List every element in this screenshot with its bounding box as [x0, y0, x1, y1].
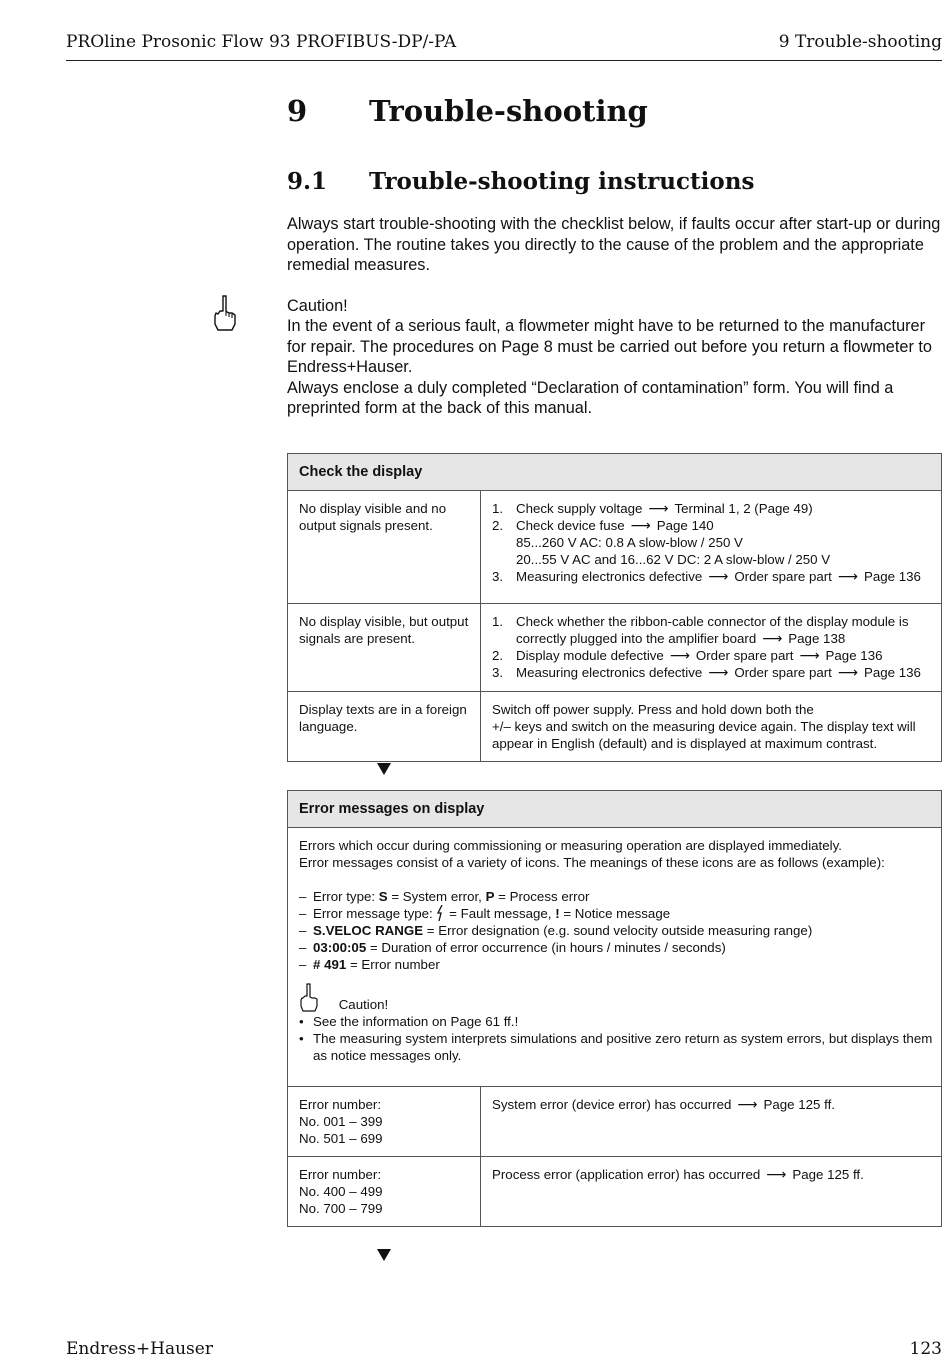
- list-item: 1. Check whether the ribbon-cable connector of the display module is correctly plugged into the amplifier board ⟶ Page 138: [492, 614, 909, 646]
- caution-text-2: Always enclose a duly completed “Declaration of contamination” form. You will find a preprinted form at the back of this manual.: [287, 378, 894, 418]
- error-description-cell: Process error (application error) has occurred ⟶ Page 125 ff.: [481, 1157, 942, 1227]
- list-item: – # 491 = Error number: [299, 957, 440, 972]
- section-title: Trouble-shooting instructions: [369, 168, 755, 195]
- caution-notice: [287, 296, 947, 418]
- arrow-right-icon: ⟶: [766, 1166, 787, 1182]
- symptom-cell: No display visible and no output signals present.: [288, 491, 481, 604]
- caution-title: Caution!: [338, 997, 389, 1012]
- table-row: [288, 828, 942, 1087]
- symptom-cell: Display texts are in a foreign language.: [288, 692, 481, 762]
- section-heading: [287, 168, 754, 195]
- arrow-right-icon: ⟶: [799, 647, 820, 663]
- list-item: 3. Measuring electronics defective ⟶ Order spare part ⟶ Page 136: [492, 664, 921, 680]
- arrow-right-icon: ⟶: [837, 568, 858, 584]
- list-item: – S.VELOC RANGE = Error designation (e.g. sound velocity outside measuring range): [299, 923, 813, 938]
- error-messages-table: [287, 790, 942, 1227]
- list-item: – Error message type: = Fault message, ! = Notice message: [299, 906, 671, 921]
- arrow-right-icon: ⟶: [669, 647, 690, 663]
- table-row: [288, 604, 942, 692]
- pointing-hand-icon: [299, 983, 321, 1013]
- chapter-title: Trouble-shooting: [369, 94, 648, 128]
- list-item: 2. Check device fuse ⟶ Page 140: [492, 517, 714, 533]
- chapter-heading: [287, 94, 648, 128]
- table-row: [288, 692, 942, 762]
- remedy-cell: Switch off power supply. Press and hold down both the +/– keys and switch on the measuring device again. The display text will appear in English (default) and is displayed at maximum contrast.: [481, 692, 942, 762]
- caution-title: Caution!: [287, 297, 348, 315]
- down-arrow-icon: [377, 763, 391, 775]
- table-title: Check the display: [288, 454, 942, 491]
- arrow-right-icon: ⟶: [708, 664, 729, 680]
- arrow-right-icon: ⟶: [737, 1096, 758, 1112]
- caution-line: [299, 983, 933, 1013]
- arrow-right-icon: ⟶: [630, 517, 651, 533]
- error-intro-1: Errors which occur during commissioning or measuring operation are displayed immediately.: [299, 838, 842, 853]
- error-range-cell: Error number: No. 400 – 499 No. 700 – 799: [288, 1157, 481, 1227]
- remedy-list: [492, 613, 941, 681]
- intro-paragraph: Always start trouble-shooting with the checklist below, if faults occur after start-up or during operation. The routine takes you directly to the cause of the problem and the appropriate remedial measures.: [287, 215, 941, 274]
- check-display-table: [287, 453, 942, 762]
- arrow-right-icon: ⟶: [708, 568, 729, 584]
- chapter-number: 9: [287, 94, 308, 128]
- pointing-hand-icon: [212, 294, 240, 332]
- list-item: 2. Display module defective ⟶ Order spare part ⟶ Page 136: [492, 647, 883, 663]
- list-item: 20...55 V AC and 16...62 V DC: 2 A slow-blow / 250 V: [516, 552, 831, 567]
- section-number: 9.1: [287, 168, 328, 195]
- remedy-list: [492, 500, 941, 585]
- caution-text-1: In the event of a serious fault, a flowmeter might have to be returned to the manufacturer for repair. The procedures on Page 8 must be carried out before you return a flowmeter to Endress+Hauser.: [287, 317, 932, 377]
- page-number: 123: [909, 1339, 942, 1359]
- page-header: [66, 30, 942, 61]
- list-item: – 03:00:05 = Duration of error occurrence (in hours / minutes / seconds): [299, 940, 726, 955]
- list-item: 85...260 V AC: 0.8 A slow-blow / 250 V: [516, 535, 743, 550]
- list-item: • The measuring system interprets simulations and positive zero return as system errors, but displays them as notice messages only.: [299, 1031, 933, 1063]
- table-row: [288, 491, 942, 604]
- list-item: • See the information on Page 61 ff.!: [299, 1014, 519, 1029]
- error-range-cell: Error number: No. 001 – 399 No. 501 – 699: [288, 1087, 481, 1157]
- list-item: 1. Check supply voltage ⟶ Terminal 1, 2 (Page 49): [492, 500, 813, 516]
- header-title: PROline Prosonic Flow 93 PROFIBUS-DP/-PA: [66, 32, 457, 52]
- down-arrow-icon: [377, 1249, 391, 1261]
- arrow-right-icon: ⟶: [762, 630, 783, 646]
- symptom-cell: No display visible, but output signals are present.: [288, 604, 481, 692]
- error-intro-2: Error messages consist of a variety of icons. The meanings of these icons are as follows (example):: [299, 855, 885, 870]
- table-row: [288, 1087, 942, 1157]
- arrow-right-icon: ⟶: [648, 500, 669, 516]
- table-title: Error messages on display: [288, 791, 942, 828]
- arrow-right-icon: ⟶: [837, 664, 858, 680]
- list-item: – Error type: S = System error, P = Process error: [299, 889, 590, 904]
- footer-company: Endress+Hauser: [66, 1339, 213, 1359]
- table-row: [288, 1157, 942, 1227]
- error-description-cell: System error (device error) has occurred ⟶ Page 125 ff.: [481, 1087, 942, 1157]
- list-item: 3. Measuring electronics defective ⟶ Order spare part ⟶ Page 136: [492, 568, 921, 584]
- header-chapter: 9 Trouble-shooting: [778, 32, 942, 52]
